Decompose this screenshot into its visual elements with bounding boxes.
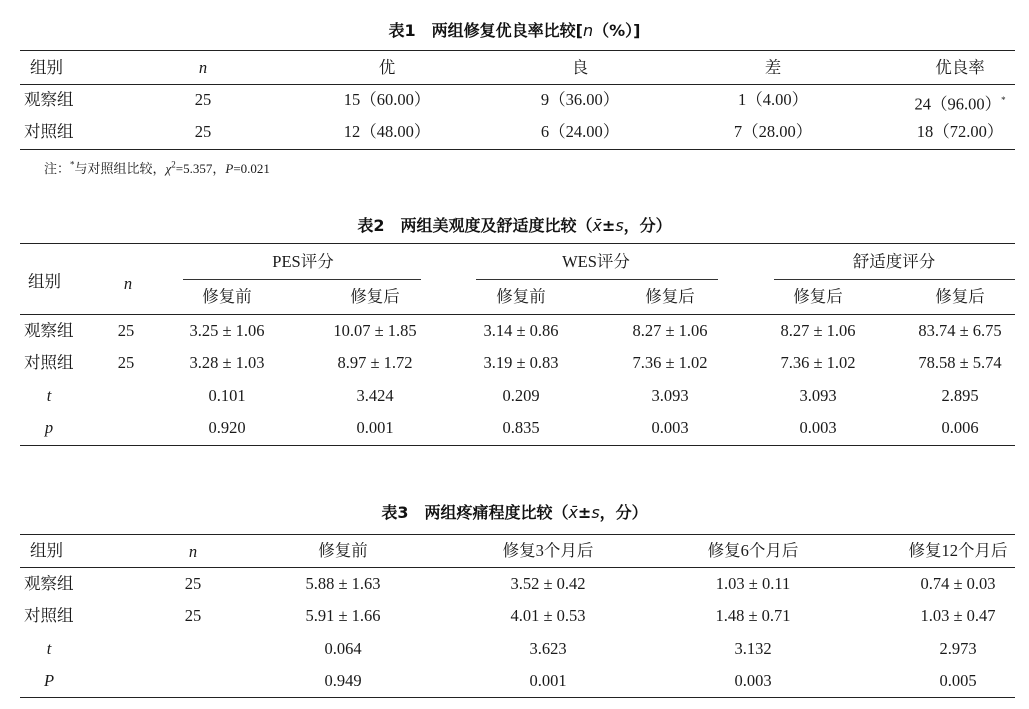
table2-header-group: 组别 xyxy=(28,272,61,291)
table3-cell: 25 xyxy=(184,574,202,593)
table3-cell: 1.03 ± 0.47 xyxy=(920,606,996,625)
table1-cell: 对照组 xyxy=(24,122,74,141)
table1-note-star: * xyxy=(70,159,75,170)
table1-caption xyxy=(0,18,1029,41)
table3-caption-pm: ± xyxy=(577,503,592,522)
table1-caption-n: n xyxy=(582,21,594,40)
table2-cell: t xyxy=(46,386,52,405)
table2-cell: 8.27 ± 1.06 xyxy=(780,321,856,340)
table1-note xyxy=(44,158,270,177)
table2-subheader: 修复后 xyxy=(935,287,985,306)
table3-cell: 0.064 xyxy=(324,639,362,658)
table3-caption-s: s xyxy=(591,503,600,522)
table2-cell: 0.006 xyxy=(941,418,979,437)
table2-cell: 0.209 xyxy=(502,386,540,405)
table2-pes-span-rule xyxy=(183,279,421,280)
table2-cell: 0.101 xyxy=(208,386,246,405)
table3-header-12m: 修复12个月后 xyxy=(908,541,1008,560)
table2-cell: p xyxy=(44,418,54,437)
table1-cell: 1（4.00） xyxy=(737,90,809,109)
table1-cell: 7（28.00） xyxy=(733,122,813,141)
table1-header-good: 良 xyxy=(571,58,589,77)
table2-cell: 3.19 ± 0.83 xyxy=(483,353,559,372)
table1-note-pval: =0.021 xyxy=(233,161,270,176)
table2-caption-prefix: 表2 两组美观度及舒适度比较（ xyxy=(357,216,593,235)
table2-cell: 25 xyxy=(117,353,135,372)
table2-cell: 3.28 ± 1.03 xyxy=(189,353,265,372)
table2-caption-suffix: ，分） xyxy=(623,216,672,235)
table2-cell: 3.25 ± 1.06 xyxy=(189,321,265,340)
table2-comfort-span-rule xyxy=(774,279,1015,280)
table2-cell: 3.424 xyxy=(356,386,394,405)
table3-mid-rule xyxy=(20,567,1015,568)
table3-header-n: n xyxy=(188,542,198,561)
table3-header-before: 修复前 xyxy=(318,541,368,560)
table2-cell: 2.895 xyxy=(941,386,979,405)
table2-cell: 83.74 ± 6.75 xyxy=(918,321,1002,340)
table2-cell: 7.36 ± 1.02 xyxy=(780,353,856,372)
table2-cell: 0.003 xyxy=(799,418,837,437)
table2-caption-s: s xyxy=(615,216,624,235)
table2-cell: 10.07 ± 1.85 xyxy=(333,321,417,340)
table2-cell: 0.003 xyxy=(651,418,689,437)
table1-cell: 9（36.00） xyxy=(540,90,620,109)
table2-cell: 8.97 ± 1.72 xyxy=(337,353,413,372)
table3-cell: 观察组 xyxy=(24,574,74,593)
table3-cell: 4.01 ± 0.53 xyxy=(510,606,586,625)
table3-cell: 5.91 ± 1.66 xyxy=(305,606,381,625)
table1-caption-suffix: （%）] xyxy=(593,21,641,40)
table2-subheader: 修复前 xyxy=(496,287,546,306)
table1-cell: 25 xyxy=(194,122,212,141)
table3-cell: 1.03 ± 0.11 xyxy=(715,574,791,593)
table3-cell: 2.973 xyxy=(939,639,977,658)
table3-cell: 3.52 ± 0.42 xyxy=(510,574,586,593)
table2-subheader: 修复前 xyxy=(202,287,252,306)
table1-note-p: P xyxy=(225,161,234,176)
table1-cell: 18（72.00） xyxy=(916,122,1004,141)
table1-cell: 25 xyxy=(194,90,212,109)
table1-cell xyxy=(914,90,1005,115)
table2-caption-pm: ± xyxy=(601,216,616,235)
table2-mid-rule xyxy=(20,314,1015,315)
table3-bottom-rule xyxy=(20,697,1015,698)
table1-note-prefix: 注： xyxy=(44,161,71,176)
table1-cell: 6（24.00） xyxy=(540,122,620,141)
table3-cell: 0.003 xyxy=(734,671,772,690)
table2-cell: 对照组 xyxy=(24,353,74,372)
table1-mid-rule xyxy=(20,84,1015,85)
table1-caption-prefix: 表1 两组修复优良率比较[ xyxy=(388,21,583,40)
table2-group-wes: WES评分 xyxy=(562,252,630,271)
table1-cell: 15（60.00） xyxy=(343,90,431,109)
table1-top-rule xyxy=(20,50,1015,51)
table2-cell: 8.27 ± 1.06 xyxy=(632,321,708,340)
table1-note-text: 与对照组比较， xyxy=(74,161,166,176)
table2-header-n: n xyxy=(123,274,133,293)
table2-group-comfort: 舒适度评分 xyxy=(852,252,936,271)
table3-cell: 3.623 xyxy=(529,639,567,658)
table1-header-n: n xyxy=(198,58,208,77)
table2-cell: 3.14 ± 0.86 xyxy=(483,321,559,340)
table1-header-poor: 差 xyxy=(764,58,782,77)
table1-header-rate: 优良率 xyxy=(935,58,985,77)
table1-header-excellent: 优 xyxy=(378,58,396,77)
table2-cell: 7.36 ± 1.02 xyxy=(632,353,708,372)
table3-caption-prefix: 表3 两组疼痛程度比较（ xyxy=(381,503,569,522)
table3-cell: P xyxy=(43,671,55,690)
table3-cell: 0.949 xyxy=(324,671,362,690)
table2-wes-span-rule xyxy=(476,279,718,280)
table2-subheader: 修复后 xyxy=(793,287,843,306)
table1-header-group: 组别 xyxy=(30,58,63,77)
table2-group-pes: PES评分 xyxy=(272,252,334,271)
table3-caption xyxy=(0,500,1029,523)
table2-cell: 观察组 xyxy=(24,321,74,340)
table1-bottom-rule xyxy=(20,149,1015,150)
table3-caption-x: x̄ xyxy=(568,503,578,522)
table1-note-stat: =5.357， xyxy=(175,161,226,176)
table3-cell: 3.132 xyxy=(734,639,772,658)
table3-cell: 1.48 ± 0.71 xyxy=(715,606,791,625)
table1-rate-value: 24（96.00） xyxy=(914,94,1002,114)
table1-significance-star: * xyxy=(1001,95,1006,105)
table3-cell: 5.88 ± 1.63 xyxy=(305,574,381,593)
table2-top-rule xyxy=(20,243,1015,244)
table1-cell: 观察组 xyxy=(24,90,74,109)
table3-caption-suffix: ，分） xyxy=(599,503,648,522)
table1-cell: 12（48.00） xyxy=(343,122,431,141)
table2-cell: 0.920 xyxy=(208,418,246,437)
table2-subheader: 修复后 xyxy=(645,287,695,306)
table1-note-chi: χ xyxy=(165,161,172,176)
table3-cell: 0.005 xyxy=(939,671,977,690)
table3-header-3m: 修复3个月后 xyxy=(502,541,594,560)
table2-caption xyxy=(0,213,1029,236)
table3-cell: 对照组 xyxy=(24,606,74,625)
table3-cell: 0.001 xyxy=(529,671,567,690)
table2-cell: 0.835 xyxy=(502,418,540,437)
table3-top-rule xyxy=(20,534,1015,535)
table3-cell: 25 xyxy=(184,606,202,625)
table3-header-group: 组别 xyxy=(30,541,63,560)
table2-cell: 0.001 xyxy=(356,418,394,437)
table2-cell: 3.093 xyxy=(799,386,837,405)
table2-caption-x: x̄ xyxy=(592,216,602,235)
table2-cell: 25 xyxy=(117,321,135,340)
table2-subheader: 修复后 xyxy=(350,287,400,306)
table3-cell: t xyxy=(46,639,52,658)
table1-note-chi-sup: 2 xyxy=(171,159,176,170)
table3-cell: 0.74 ± 0.03 xyxy=(920,574,996,593)
table3-header-6m: 修复6个月后 xyxy=(707,541,799,560)
table2-cell: 3.093 xyxy=(651,386,689,405)
table2-bottom-rule xyxy=(20,445,1015,446)
table2-cell: 78.58 ± 5.74 xyxy=(918,353,1002,372)
